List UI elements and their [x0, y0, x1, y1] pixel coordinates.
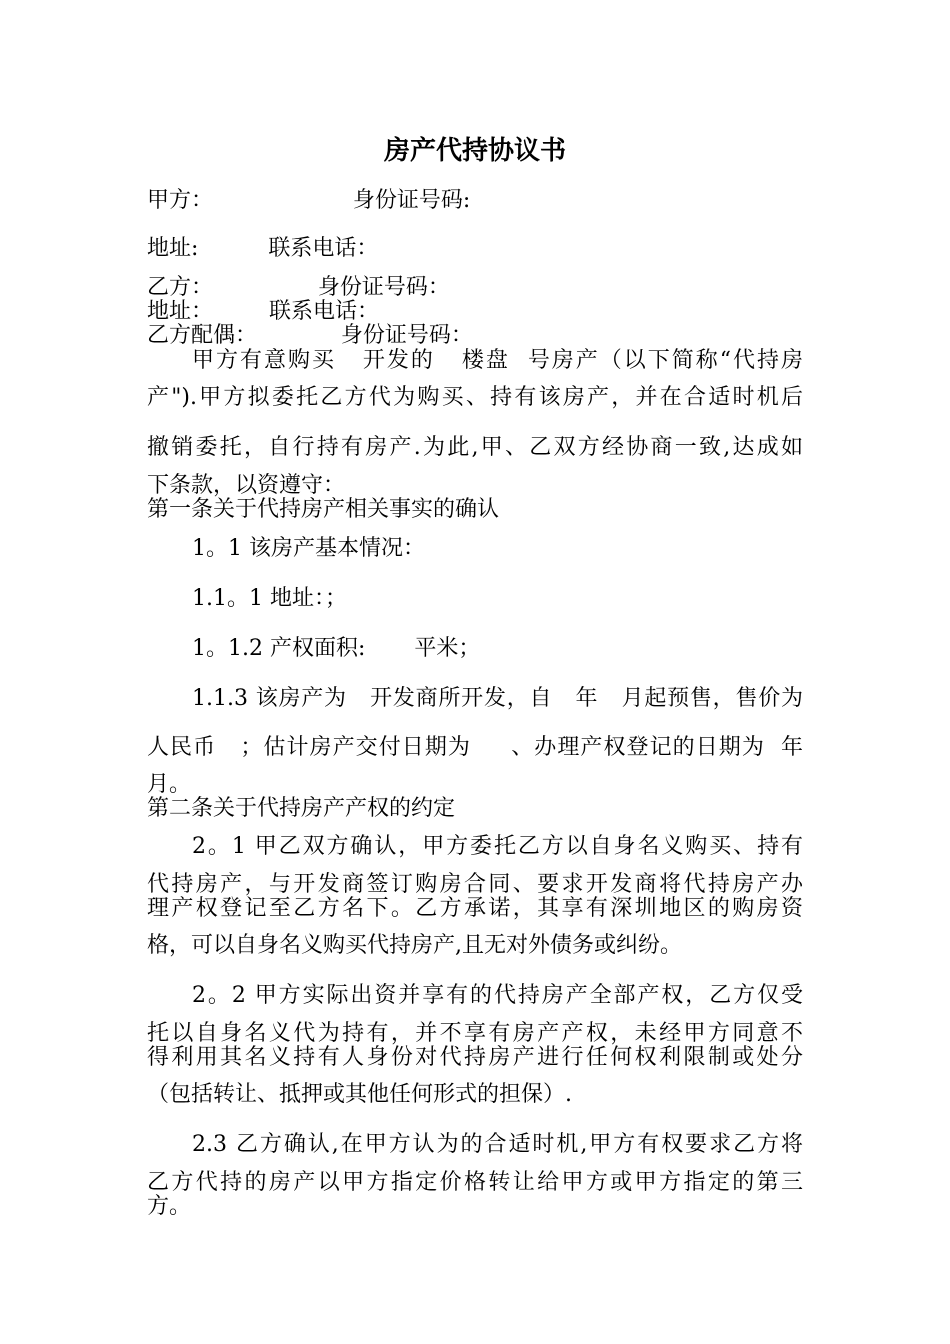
- document-line: 月。: [147, 772, 192, 797]
- document-line: 乙方配偶： 身份证号码：: [147, 323, 473, 348]
- document-line: 下条款，以资遵守：: [147, 473, 346, 498]
- document-line: 人民币 ；估计房产交付日期为 、办理产权登记的日期为 年: [147, 735, 803, 760]
- document-line: 1。1.2 产权面积: 平米；: [192, 636, 481, 661]
- document-line: 格，可以自身名义购买代持房产,且无对外债务或纠纷。: [147, 933, 682, 958]
- document-line: 乙方： 身份证号码：: [147, 275, 450, 300]
- document-line: 产").甲方拟委托乙方代为购买、持有该房产，并在合适时机后: [147, 385, 803, 410]
- document-line: 2。2 甲方实际出资并享有的代持房产全部产权，乙方仅受: [192, 983, 803, 1008]
- document-title: 房产代持协议书: [383, 136, 566, 166]
- document-line: 1。1 该房产基本情况：: [192, 536, 425, 561]
- document-line: 托以自身名义代为持有，并不享有房产产权，未经甲方同意不: [147, 1021, 803, 1046]
- document-line: 代持房产，与开发商签订购房合同、要求开发商将代持房产办: [147, 872, 803, 897]
- document-line: 2.3 乙方确认,在甲方认为的合适时机,甲方有权要求乙方将: [192, 1132, 803, 1157]
- document-line: 甲方： 身份证号码:: [147, 188, 471, 213]
- document-line: 1.1。1 地址：；: [192, 586, 347, 611]
- document-line: 1.1.3 该房产为 开发商所开发，自 年 月起预售，售价为: [192, 686, 803, 711]
- document-line: 方。: [147, 1194, 192, 1219]
- document-line: 2。1 甲乙双方确认，甲方委托乙方以自身名义购买、持有: [192, 834, 803, 859]
- document-line: 得利用其名义持有人身份对代持房产进行任何权利限制或处分: [147, 1045, 803, 1070]
- document-line: 第一条关于代持房产相关事实的确认: [147, 497, 500, 522]
- document-line: 地址： 联系电话：: [147, 299, 379, 324]
- document-line: 甲方有意购买 开发的 楼盘 号房产（以下简称“代持房: [192, 348, 803, 373]
- document-line: 第二条关于代持房产产权的约定: [147, 796, 456, 821]
- document-line: 乙方代持的房产以甲方指定价格转让给甲方或甲方指定的第三: [147, 1170, 803, 1195]
- document-line: 理产权登记至乙方名下。乙方承诺，其享有深圳地区的购房资: [147, 896, 803, 921]
- document-line: 撤销委托，自行持有房产.为此,甲、乙双方经协商一致,达成如: [147, 435, 803, 460]
- document-line: （包括转让、抵押或其他任何形式的担保）.: [147, 1082, 572, 1107]
- document-line: 地址: 联系电话：: [147, 236, 379, 261]
